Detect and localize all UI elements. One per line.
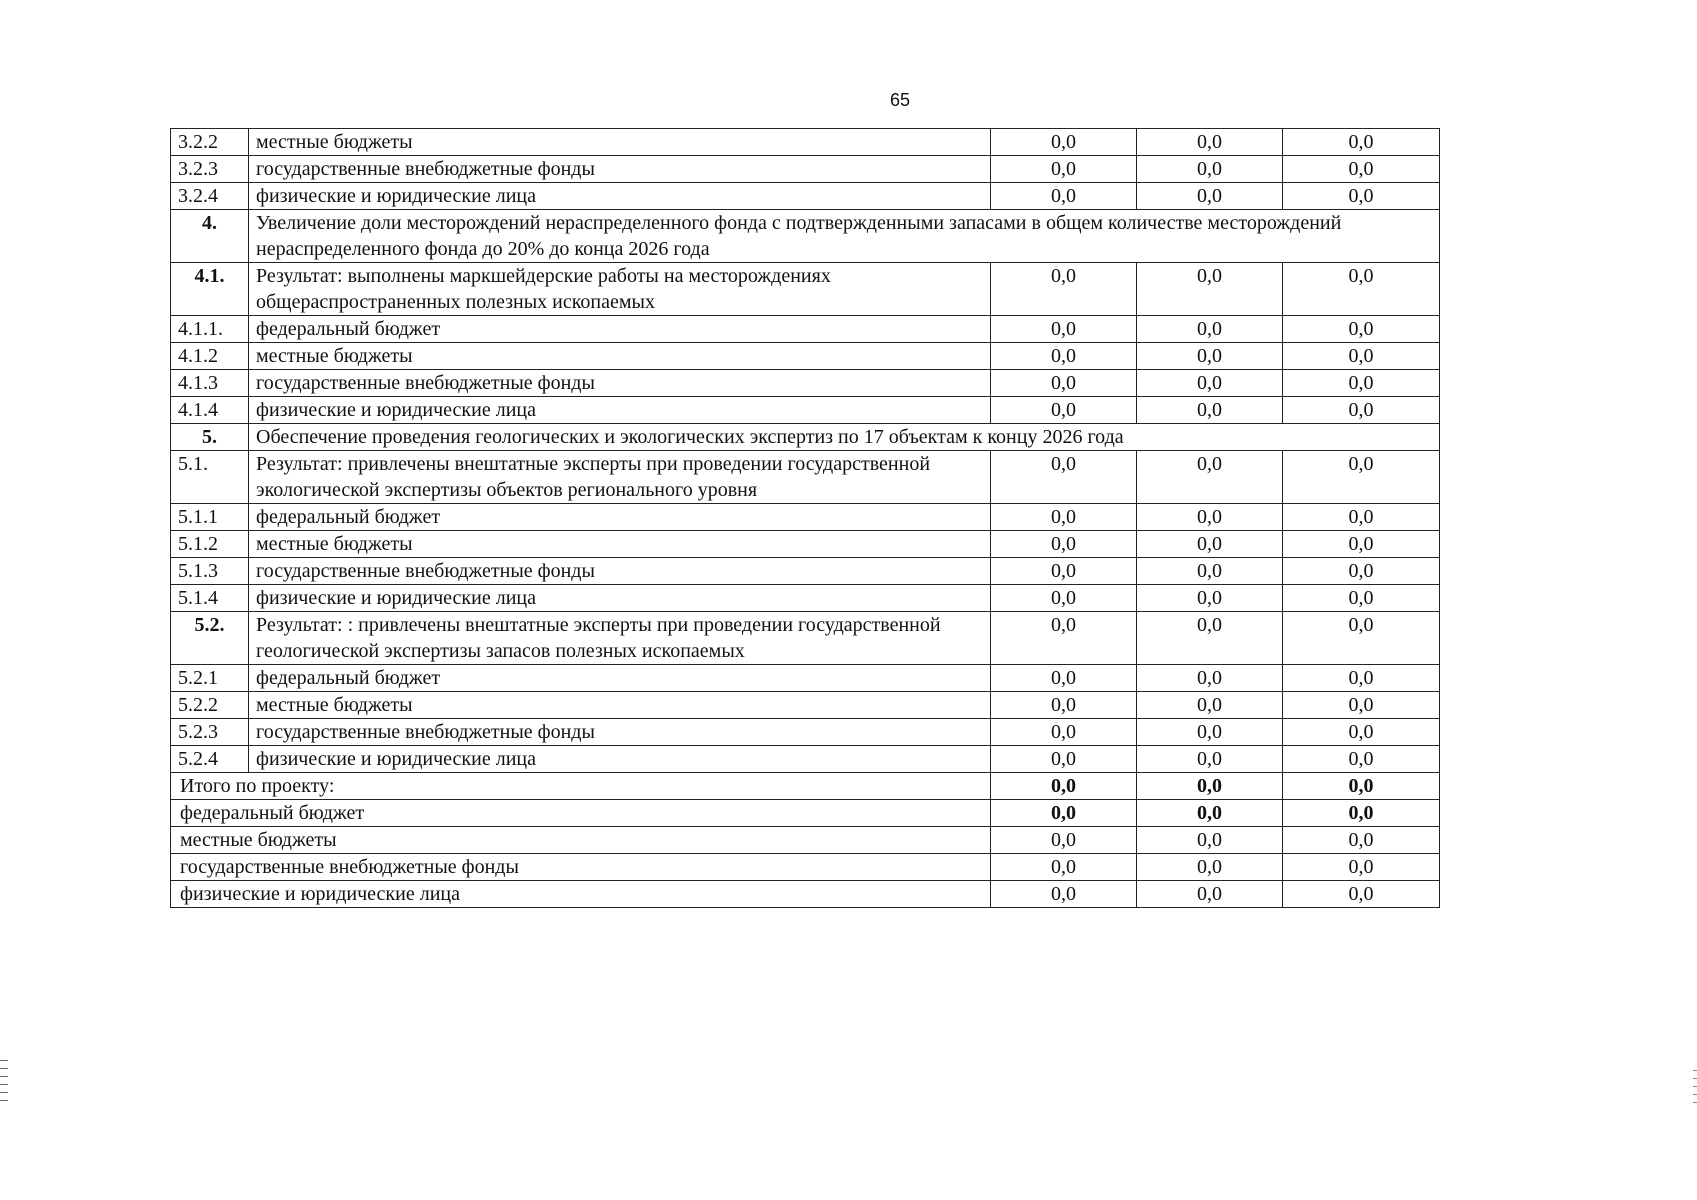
row-number: 4.1. [171,263,249,316]
value-cell: 0,0 [1137,881,1283,908]
value-cell: 0,0 [1283,854,1440,881]
table-row [171,692,1440,719]
row-number: 5.2.3 [171,719,249,746]
total-label: федеральный бюджет [171,800,991,827]
value-cell: 0,0 [991,746,1137,773]
row-label: физические и юридические лица [249,585,991,612]
value-cell: 0,0 [1283,504,1440,531]
value-cell: 0,0 [1137,397,1283,424]
value-cell: 0,0 [1137,854,1283,881]
row-label: государственные внебюджетные фонды [249,558,991,585]
value-cell: 0,0 [1283,692,1440,719]
total-label: физические и юридические лица [171,881,991,908]
row-label: государственные внебюджетные фонды [249,370,991,397]
row-number: 5.2.2 [171,692,249,719]
table-row [171,156,1440,183]
value-cell: 0,0 [1283,183,1440,210]
value-cell: 0,0 [1137,531,1283,558]
scan-edge-marks-right [1693,1070,1697,1110]
table-row [171,129,1440,156]
table-row [171,424,1440,451]
budget-table [170,128,1440,908]
table-row [171,854,1440,881]
scan-edge-marks [0,1060,8,1108]
table-row [171,343,1440,370]
row-number: 3.2.2 [171,129,249,156]
value-cell: 0,0 [1137,773,1283,800]
value-cell: 0,0 [991,773,1137,800]
value-cell: 0,0 [1137,263,1283,316]
row-label: физические и юридические лица [249,397,991,424]
row-label: местные бюджеты [249,343,991,370]
value-cell: 0,0 [1137,827,1283,854]
value-cell: 0,0 [1283,451,1440,504]
value-cell: 0,0 [991,397,1137,424]
section-number: 4. [171,210,249,263]
row-number: 5.2.4 [171,746,249,773]
value-cell: 0,0 [991,343,1137,370]
table-row [171,665,1440,692]
value-cell: 0,0 [1283,719,1440,746]
table-body [171,129,1440,908]
value-cell: 0,0 [1137,585,1283,612]
value-cell: 0,0 [1283,263,1440,316]
row-number: 4.1.2 [171,343,249,370]
value-cell: 0,0 [991,370,1137,397]
table-row [171,370,1440,397]
value-cell: 0,0 [991,183,1137,210]
row-label: Результат: : привлечены внештатные эксперты при проведении государственной геологической экспертизы запасов полезных ископаемых [249,612,991,665]
table-row [171,827,1440,854]
value-cell: 0,0 [1283,370,1440,397]
table-row [171,210,1440,263]
row-label: местные бюджеты [249,129,991,156]
row-label: физические и юридические лица [249,746,991,773]
value-cell: 0,0 [1137,612,1283,665]
value-cell: 0,0 [1283,129,1440,156]
value-cell: 0,0 [1137,370,1283,397]
table-row [171,585,1440,612]
value-cell: 0,0 [1283,746,1440,773]
row-number: 5.1.4 [171,585,249,612]
table-row [171,183,1440,210]
row-label: государственные внебюджетные фонды [249,156,991,183]
total-label: Итого по проекту: [171,773,991,800]
page-number: 65 [889,90,911,110]
table-row [171,881,1440,908]
value-cell: 0,0 [1283,156,1440,183]
value-cell: 0,0 [1283,585,1440,612]
row-number: 3.2.3 [171,156,249,183]
row-label: Результат: привлечены внештатные эксперты при проведении государственной экологической экспертизы объектов регионального уровня [249,451,991,504]
row-number: 4.1.3 [171,370,249,397]
value-cell: 0,0 [991,263,1137,316]
value-cell: 0,0 [1137,129,1283,156]
value-cell: 0,0 [991,881,1137,908]
section-title: Обеспечение проведения геологических и экологических экспертиз по 17 объектам к концу 2026 года [249,424,1440,451]
row-number: 5.1.2 [171,531,249,558]
value-cell: 0,0 [1137,746,1283,773]
value-cell: 0,0 [991,558,1137,585]
value-cell: 0,0 [991,156,1137,183]
value-cell: 0,0 [1283,800,1440,827]
table-row [171,773,1440,800]
value-cell: 0,0 [991,665,1137,692]
value-cell: 0,0 [1137,316,1283,343]
value-cell: 0,0 [991,612,1137,665]
row-label: местные бюджеты [249,692,991,719]
section-number: 5. [171,424,249,451]
table-row [171,746,1440,773]
row-number: 3.2.4 [171,183,249,210]
table-row [171,800,1440,827]
table-row [171,558,1440,585]
table-row [171,531,1440,558]
value-cell: 0,0 [991,451,1137,504]
total-label: местные бюджеты [171,827,991,854]
row-number: 5.2.1 [171,665,249,692]
value-cell: 0,0 [991,719,1137,746]
value-cell: 0,0 [1137,343,1283,370]
table-row [171,451,1440,504]
value-cell: 0,0 [1137,504,1283,531]
value-cell: 0,0 [1137,692,1283,719]
value-cell: 0,0 [1283,558,1440,585]
row-label: местные бюджеты [249,531,991,558]
row-label: федеральный бюджет [249,665,991,692]
value-cell: 0,0 [1137,156,1283,183]
value-cell: 0,0 [1137,451,1283,504]
row-label: физические и юридические лица [249,183,991,210]
value-cell: 0,0 [1137,800,1283,827]
value-cell: 0,0 [1283,531,1440,558]
value-cell: 0,0 [1283,343,1440,370]
row-label: федеральный бюджет [249,316,991,343]
value-cell: 0,0 [1283,773,1440,800]
value-cell: 0,0 [1137,183,1283,210]
total-label: государственные внебюджетные фонды [171,854,991,881]
table-row [171,612,1440,665]
value-cell: 0,0 [991,129,1137,156]
value-cell: 0,0 [1283,612,1440,665]
value-cell: 0,0 [1283,316,1440,343]
value-cell: 0,0 [991,585,1137,612]
table-row [171,504,1440,531]
value-cell: 0,0 [1283,827,1440,854]
section-title: Увеличение доли месторождений нераспределенного фонда с подтвержденными запасами в общем количестве месторождений нераспределенного фонда до 20% до конца 2026 года [249,210,1440,263]
row-number: 5.1.1 [171,504,249,531]
table-row [171,316,1440,343]
row-number: 5.2. [171,612,249,665]
row-number: 4.1.4 [171,397,249,424]
value-cell: 0,0 [1137,558,1283,585]
value-cell: 0,0 [1137,719,1283,746]
row-label: федеральный бюджет [249,504,991,531]
value-cell: 0,0 [1137,665,1283,692]
value-cell: 0,0 [991,692,1137,719]
value-cell: 0,0 [991,316,1137,343]
table-row [171,263,1440,316]
value-cell: 0,0 [991,531,1137,558]
value-cell: 0,0 [991,800,1137,827]
value-cell: 0,0 [991,827,1137,854]
value-cell: 0,0 [1283,665,1440,692]
row-label: Результат: выполнены маркшейдерские работы на месторождениях общераспространенных полезных ископаемых [249,263,991,316]
row-number: 5.1.3 [171,558,249,585]
table-row [171,719,1440,746]
table-row [171,397,1440,424]
row-number: 5.1. [171,451,249,504]
value-cell: 0,0 [1283,397,1440,424]
value-cell: 0,0 [991,854,1137,881]
row-number: 4.1.1. [171,316,249,343]
row-label: государственные внебюджетные фонды [249,719,991,746]
value-cell: 0,0 [1283,881,1440,908]
value-cell: 0,0 [991,504,1137,531]
